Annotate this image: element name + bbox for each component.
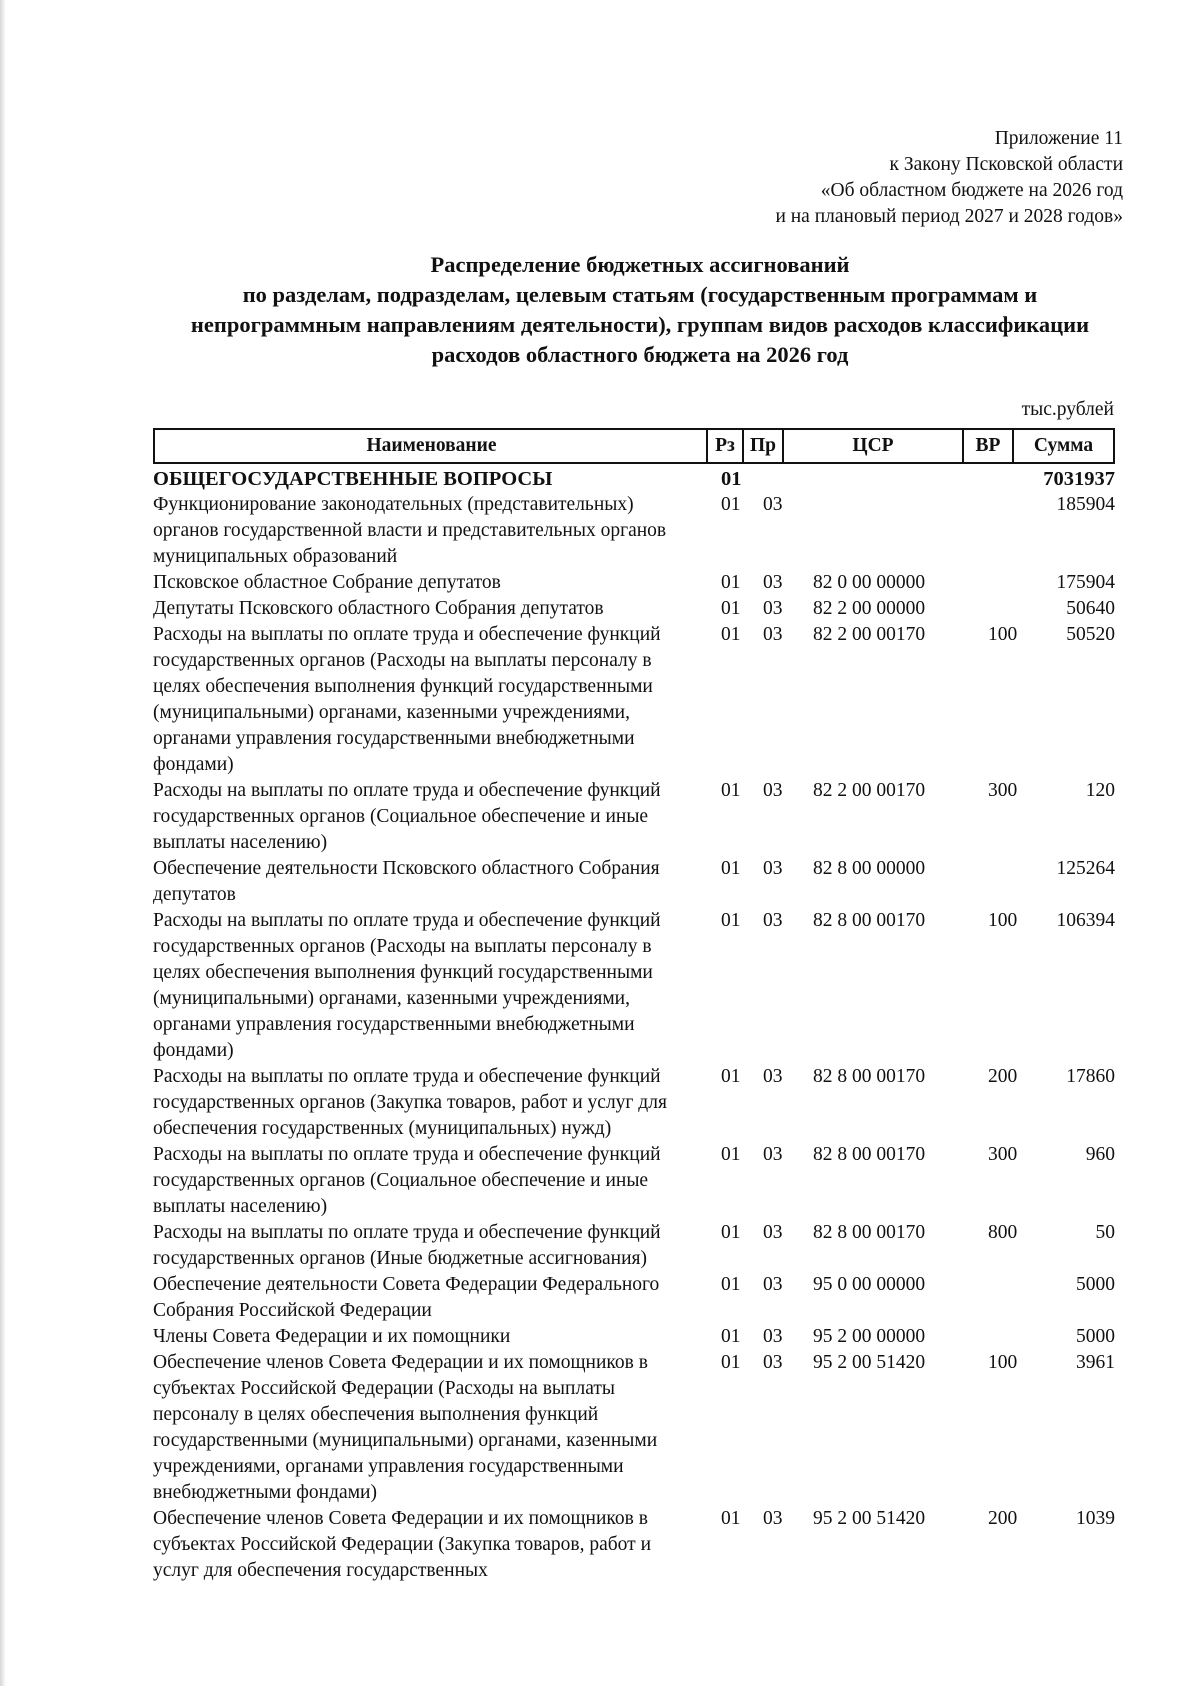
cell-rz: 01 — [721, 1066, 741, 1087]
cell-csr: 82 8 00 00170 — [813, 1222, 926, 1243]
title-line: непрограммным направлениям деятельности), группам видов расходов классификации — [190, 312, 1090, 337]
cell-csr: 82 8 00 00170 — [813, 910, 926, 931]
cell-rz: 01 — [721, 858, 741, 879]
appendix-line: «Об областном бюджете на 2026 год — [820, 180, 1123, 201]
cell-csr: 82 8 00 00170 — [813, 1066, 926, 1087]
table-row — [153, 1324, 1115, 1350]
cell-name: Расходы на выплаты по оплате труда и обеспечение функций государственных органов (Закупка товаров, работ и услуг для обеспечения государственных (муниципальных) нужд) — [153, 1066, 667, 1139]
cell-sum: 175904 — [1056, 572, 1115, 593]
cell-rz: 01 — [721, 572, 741, 593]
cell-sum: 50 — [1095, 1222, 1115, 1243]
cell-rz: 01 — [721, 494, 741, 515]
cell-csr: 82 8 00 00170 — [813, 1144, 926, 1165]
cell-rz: 01 — [721, 1352, 741, 1373]
cell-pr: 03 — [763, 624, 783, 645]
table-row — [153, 1220, 1115, 1272]
cell-sum: 120 — [1085, 780, 1115, 801]
cell-pr: 03 — [763, 494, 783, 515]
cell-csr: 82 8 00 00000 — [813, 858, 926, 879]
cell-rz: 01 — [721, 1222, 741, 1243]
table-row — [153, 1064, 1115, 1142]
cell-rz: 01 — [721, 780, 741, 801]
header-name: Наименование — [153, 430, 708, 462]
cell-pr: 03 — [763, 572, 783, 593]
cell-vr: 100 — [988, 1352, 1018, 1373]
cell-pr: 03 — [763, 1144, 783, 1165]
cell-pr: 03 — [763, 1274, 783, 1295]
cell-name: Члены Совета Федерации и их помощники — [153, 1326, 511, 1347]
cell-rz: 01 — [721, 1274, 741, 1295]
cell-sum: 960 — [1085, 1144, 1115, 1165]
cell-sum: 17860 — [1066, 1066, 1115, 1087]
cell-pr: 03 — [763, 1508, 783, 1529]
cell-name: ОБЩЕГОСУДАРСТВЕННЫЕ ВОПРОСЫ — [153, 468, 553, 490]
header-csr: ЦСР — [782, 430, 962, 462]
units-label: тыс.рублей — [1021, 399, 1114, 420]
cell-csr: 95 2 00 51420 — [813, 1508, 926, 1529]
appendix-line: Приложение 11 — [994, 128, 1123, 149]
cell-sum: 125264 — [1056, 858, 1115, 879]
table-row — [153, 1142, 1115, 1220]
cell-pr: 03 — [763, 1066, 783, 1087]
cell-sum: 185904 — [1056, 494, 1115, 515]
title-line: расходов областного бюджета на 2026 год — [431, 342, 849, 367]
cell-vr: 100 — [988, 910, 1018, 931]
cell-csr: 82 2 00 00000 — [813, 598, 926, 619]
cell-name: Обеспечение деятельности Совета Федерации Федерального Собрания Российской Федерации — [153, 1274, 660, 1321]
appendix-line: и на плановый период 2027 и 2028 годов» — [775, 206, 1123, 227]
cell-rz: 01 — [721, 1508, 741, 1529]
cell-sum: 5000 — [1076, 1326, 1115, 1347]
budget-table — [153, 428, 1115, 1584]
table-row — [153, 778, 1115, 856]
cell-sum: 50640 — [1066, 598, 1115, 619]
cell-csr: 95 2 00 51420 — [813, 1352, 926, 1373]
title-line: по разделам, подразделам, целевым статьям (государственным программам и — [242, 282, 1038, 307]
header-pr: Пр — [742, 430, 782, 462]
table-body — [153, 466, 1115, 1584]
cell-sum: 3961 — [1076, 1352, 1115, 1373]
cell-name: Псковское областное Собрание депутатов — [153, 572, 501, 593]
table-row — [153, 1506, 1115, 1584]
table-row — [153, 856, 1115, 908]
table-row — [153, 570, 1115, 596]
cell-pr: 03 — [763, 1326, 783, 1347]
cell-name: Обеспечение членов Совета Федерации и их помощников в субъектах Российской Федерации (Расходы на выплаты персоналу в целях обеспечения выполнения функций государственными (муниципальными) органами, казенными учреждениями, органами управления государственными внебюджетными фондами) — [153, 1352, 658, 1503]
cell-sum: 5000 — [1076, 1274, 1115, 1295]
cell-vr: 300 — [988, 1144, 1018, 1165]
cell-pr: 03 — [763, 1222, 783, 1243]
cell-rz: 01 — [721, 910, 741, 931]
cell-csr: 82 0 00 00000 — [813, 572, 926, 593]
cell-name: Расходы на выплаты по оплате труда и обеспечение функций государственных органов (Иные бюджетные ассигнования) — [153, 1222, 661, 1269]
table-row — [153, 596, 1115, 622]
cell-name: Расходы на выплаты по оплате труда и обеспечение функций государственных органов (Расходы на выплаты персоналу в целях обеспечения выполнения функций государственными (муниципальными) органами, казенными учреждениями, органами управления государственными внебюджетными фондами) — [153, 624, 661, 775]
table-row — [153, 1272, 1115, 1324]
cell-csr: 82 2 00 00170 — [813, 780, 926, 801]
cell-vr: 300 — [988, 780, 1018, 801]
cell-rz: 01 — [721, 1326, 741, 1347]
cell-name: Обеспечение деятельности Псковского областного Собрания депутатов — [153, 858, 660, 905]
cell-vr: 800 — [988, 1222, 1018, 1243]
cell-name: Расходы на выплаты по оплате труда и обеспечение функций государственных органов (Социальное обеспечение и иные выплаты населению) — [153, 780, 661, 853]
cell-sum: 106394 — [1056, 910, 1115, 931]
table-row — [153, 492, 1115, 570]
cell-pr: 03 — [763, 858, 783, 879]
cell-pr: 03 — [763, 910, 783, 931]
header-sum: Сумма — [1012, 430, 1115, 462]
cell-vr: 200 — [988, 1508, 1018, 1529]
cell-name: Депутаты Псковского областного Собрания депутатов — [153, 598, 604, 619]
cell-sum: 1039 — [1076, 1508, 1115, 1529]
header-rz: Рз — [706, 430, 742, 462]
cell-name: Обеспечение членов Совета Федерации и их помощников в субъектах Российской Федерации (Закупка товаров, работ и услуг для обеспечения государственных — [153, 1508, 652, 1581]
cell-vr: 100 — [988, 624, 1018, 645]
table-row — [153, 1350, 1115, 1506]
cell-sum: 7031937 — [1043, 468, 1115, 490]
cell-pr: 03 — [763, 1352, 783, 1373]
cell-csr: 95 2 00 00000 — [813, 1326, 926, 1347]
cell-rz: 01 — [721, 1144, 741, 1165]
header-vr: ВР — [962, 430, 1012, 462]
cell-pr: 03 — [763, 780, 783, 801]
cell-csr: 95 0 00 00000 — [813, 1274, 926, 1295]
table-row — [153, 622, 1115, 778]
table-header — [153, 428, 1115, 464]
cell-name: Функционирование законодательных (представительных) органов государственной власти и представительных органов муниципальных образований — [153, 494, 667, 567]
appendix-note — [775, 126, 1123, 230]
cell-sum: 50520 — [1066, 624, 1115, 645]
cell-rz: 01 — [721, 624, 741, 645]
cell-rz: 01 — [721, 468, 742, 490]
cell-pr: 03 — [763, 598, 783, 619]
cell-name: Расходы на выплаты по оплате труда и обеспечение функций государственных органов (Расходы на выплаты персоналу в целях обеспечения выполнения функций государственными (муниципальными) органами, казенными учреждениями, органами управления государственными внебюджетными фондами) — [153, 910, 661, 1061]
cell-name: Расходы на выплаты по оплате труда и обеспечение функций государственных органов (Социальное обеспечение и иные выплаты населению) — [153, 1144, 661, 1217]
scan-edge — [0, 0, 6, 1686]
document-title — [100, 250, 1180, 370]
cell-csr: 82 2 00 00170 — [813, 624, 926, 645]
cell-vr: 200 — [988, 1066, 1018, 1087]
cell-rz: 01 — [721, 598, 741, 619]
appendix-line: к Закону Псковской области — [889, 154, 1123, 175]
table-row — [153, 466, 1115, 492]
table-row — [153, 908, 1115, 1064]
title-line: Распределение бюджетных ассигнований — [430, 252, 850, 277]
